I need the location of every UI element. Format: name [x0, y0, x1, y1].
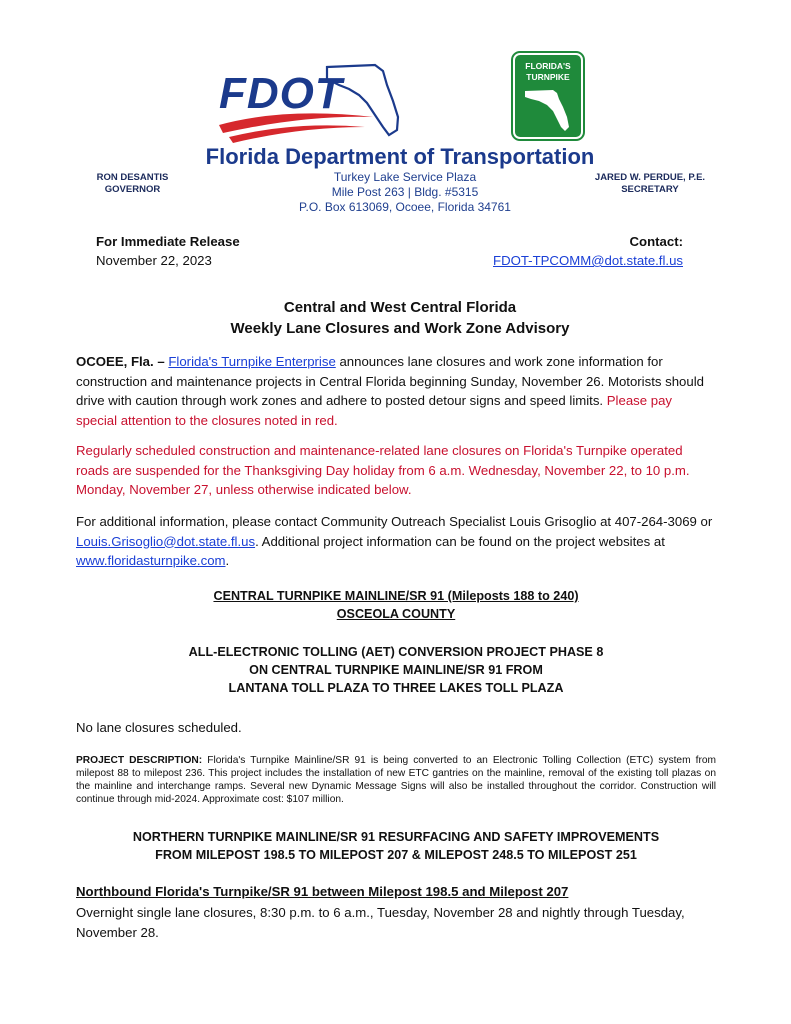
- release-date: November 22, 2023: [96, 253, 212, 268]
- section1-heading-line1: CENTRAL TURNPIKE MAINLINE/SR 91 (Mileposts 188 to 240): [213, 589, 579, 603]
- red-note: Please pay special attention to the closures noted in red.: [76, 393, 673, 428]
- title-line1: Central and West Central Florida: [283, 299, 517, 316]
- description-label: PROJECT DESCRIPTION:: [76, 755, 203, 766]
- section1-heading: [76, 587, 716, 623]
- section2-heading-line1: NORTHERN TURNPIKE MAINLINE/SR 91 RESURFACING AND SAFETY IMPROVEMENTS: [132, 830, 660, 844]
- contact-text2: . Additional project information can be found on the project websites at: [255, 533, 665, 549]
- title-line2: Weekly Lane Closures and Work Zone Advisory: [230, 320, 570, 337]
- section2-heading-line2: FROM MILEPOST 198.5 TO MILEPOST 207 & MILEPOST 248.5 TO MILEPOST 251: [155, 848, 637, 862]
- address-line1: Turkey Lake Service Plaza: [333, 170, 477, 184]
- governor-block: [75, 172, 190, 196]
- turnpike-logo: [513, 53, 583, 139]
- governor-name: RON DESANTIS: [96, 172, 169, 183]
- department-name: Florida Department of Transportation: [205, 144, 595, 169]
- page-title: [100, 297, 700, 339]
- address-line2: Mile Post 263 | Bldg. #5315: [331, 185, 479, 199]
- section1-heading-line2: OSCEOLA COUNTY: [336, 607, 456, 621]
- contact-label: Contact:: [629, 234, 683, 249]
- fdot-logo: [215, 55, 410, 147]
- intro-paragraph: [76, 352, 716, 430]
- section2-subheading: Northbound Florida's Turnpike/SR 91 between Milepost 198.5 and Milepost 207: [76, 884, 569, 899]
- address-line3: P.O. Box 613069, Ocoee, Florida 34761: [299, 200, 511, 214]
- website-link[interactable]: www.floridasturnpike.com: [76, 553, 226, 568]
- project-line2: ON CENTRAL TURNPIKE MAINLINE/SR 91 FROM: [249, 663, 543, 677]
- description-text: Florida's Turnpike Mainline/SR 91 is being converted to an Electronic Tolling Collection (ETC) system from milepost 88 to milepost 236. This project includes the installation of new ETC gantries on the mainline, removal of the existing toll plazas on the mainline and interchange ramps. Several new Dynamic Message Signs will also be installed throughout the corridor. Construction will continue through mid-2024. Approximate cost: $107 million.: [76, 755, 716, 805]
- section2-heading: [60, 828, 732, 864]
- intro-text: announces lane closures and work zone information for construction and maintenance projects in Central Florida beginning Sunday, November 26. Motorists should drive with caution through work zones and adhere to posted detour signs and speed limits.: [76, 354, 704, 408]
- project-line3: LANTANA TOLL PLAZA TO THREE LAKES TOLL PLAZA: [228, 681, 564, 695]
- section1-closures: No lane closures scheduled.: [76, 720, 242, 735]
- turnpike-logo-line1: FLORIDA'S: [525, 61, 571, 71]
- section1-project-title: [76, 643, 716, 697]
- address-block: [255, 170, 555, 215]
- contact-text3: .: [225, 553, 230, 568]
- turnpike-enterprise-link[interactable]: Florida's Turnpike Enterprise: [168, 354, 336, 369]
- secretary-block: [575, 172, 725, 196]
- contact-email-link[interactable]: FDOT-TPCOMM@dot.state.fl.us: [493, 253, 683, 268]
- contact-paragraph: [76, 512, 716, 571]
- holiday-notice: Regularly scheduled construction and maintenance-related lane closures on Florida's Turnpike operated roads are suspended for the Thanksgiving Day holiday from 6 a.m. Wednesday, November 22, to 10 p.m. Monday, November 27, unless otherwise indicated below.: [76, 443, 690, 497]
- turnpike-logo-line2: TURNPIKE: [526, 72, 570, 82]
- contact-text1: For additional information, please contact Community Outreach Specialist Louis Grisoglio at 407-264-3069 or: [76, 514, 713, 529]
- dateline: OCOEE, Fla. –: [76, 354, 165, 369]
- section1-description: [76, 754, 716, 806]
- secretary-title: SECRETARY: [621, 184, 679, 195]
- fdot-logo-text: FDOT: [219, 69, 343, 118]
- contact-person-email-link[interactable]: Louis.Grisoglio@dot.state.fl.us: [76, 533, 256, 549]
- section2-closure-text: Overnight single lane closures, 8:30 p.m. to 6 a.m., Tuesday, November 28 and nightly through Tuesday, November 28.: [76, 905, 685, 940]
- governor-title: GOVERNOR: [104, 184, 161, 195]
- secretary-name: JARED W. PERDUE, P.E.: [594, 172, 706, 183]
- florida-map-icon: [523, 87, 575, 135]
- project-line1: ALL-ELECTRONIC TOLLING (AET) CONVERSION PROJECT PHASE 8: [188, 645, 604, 659]
- release-label: For Immediate Release: [96, 234, 240, 249]
